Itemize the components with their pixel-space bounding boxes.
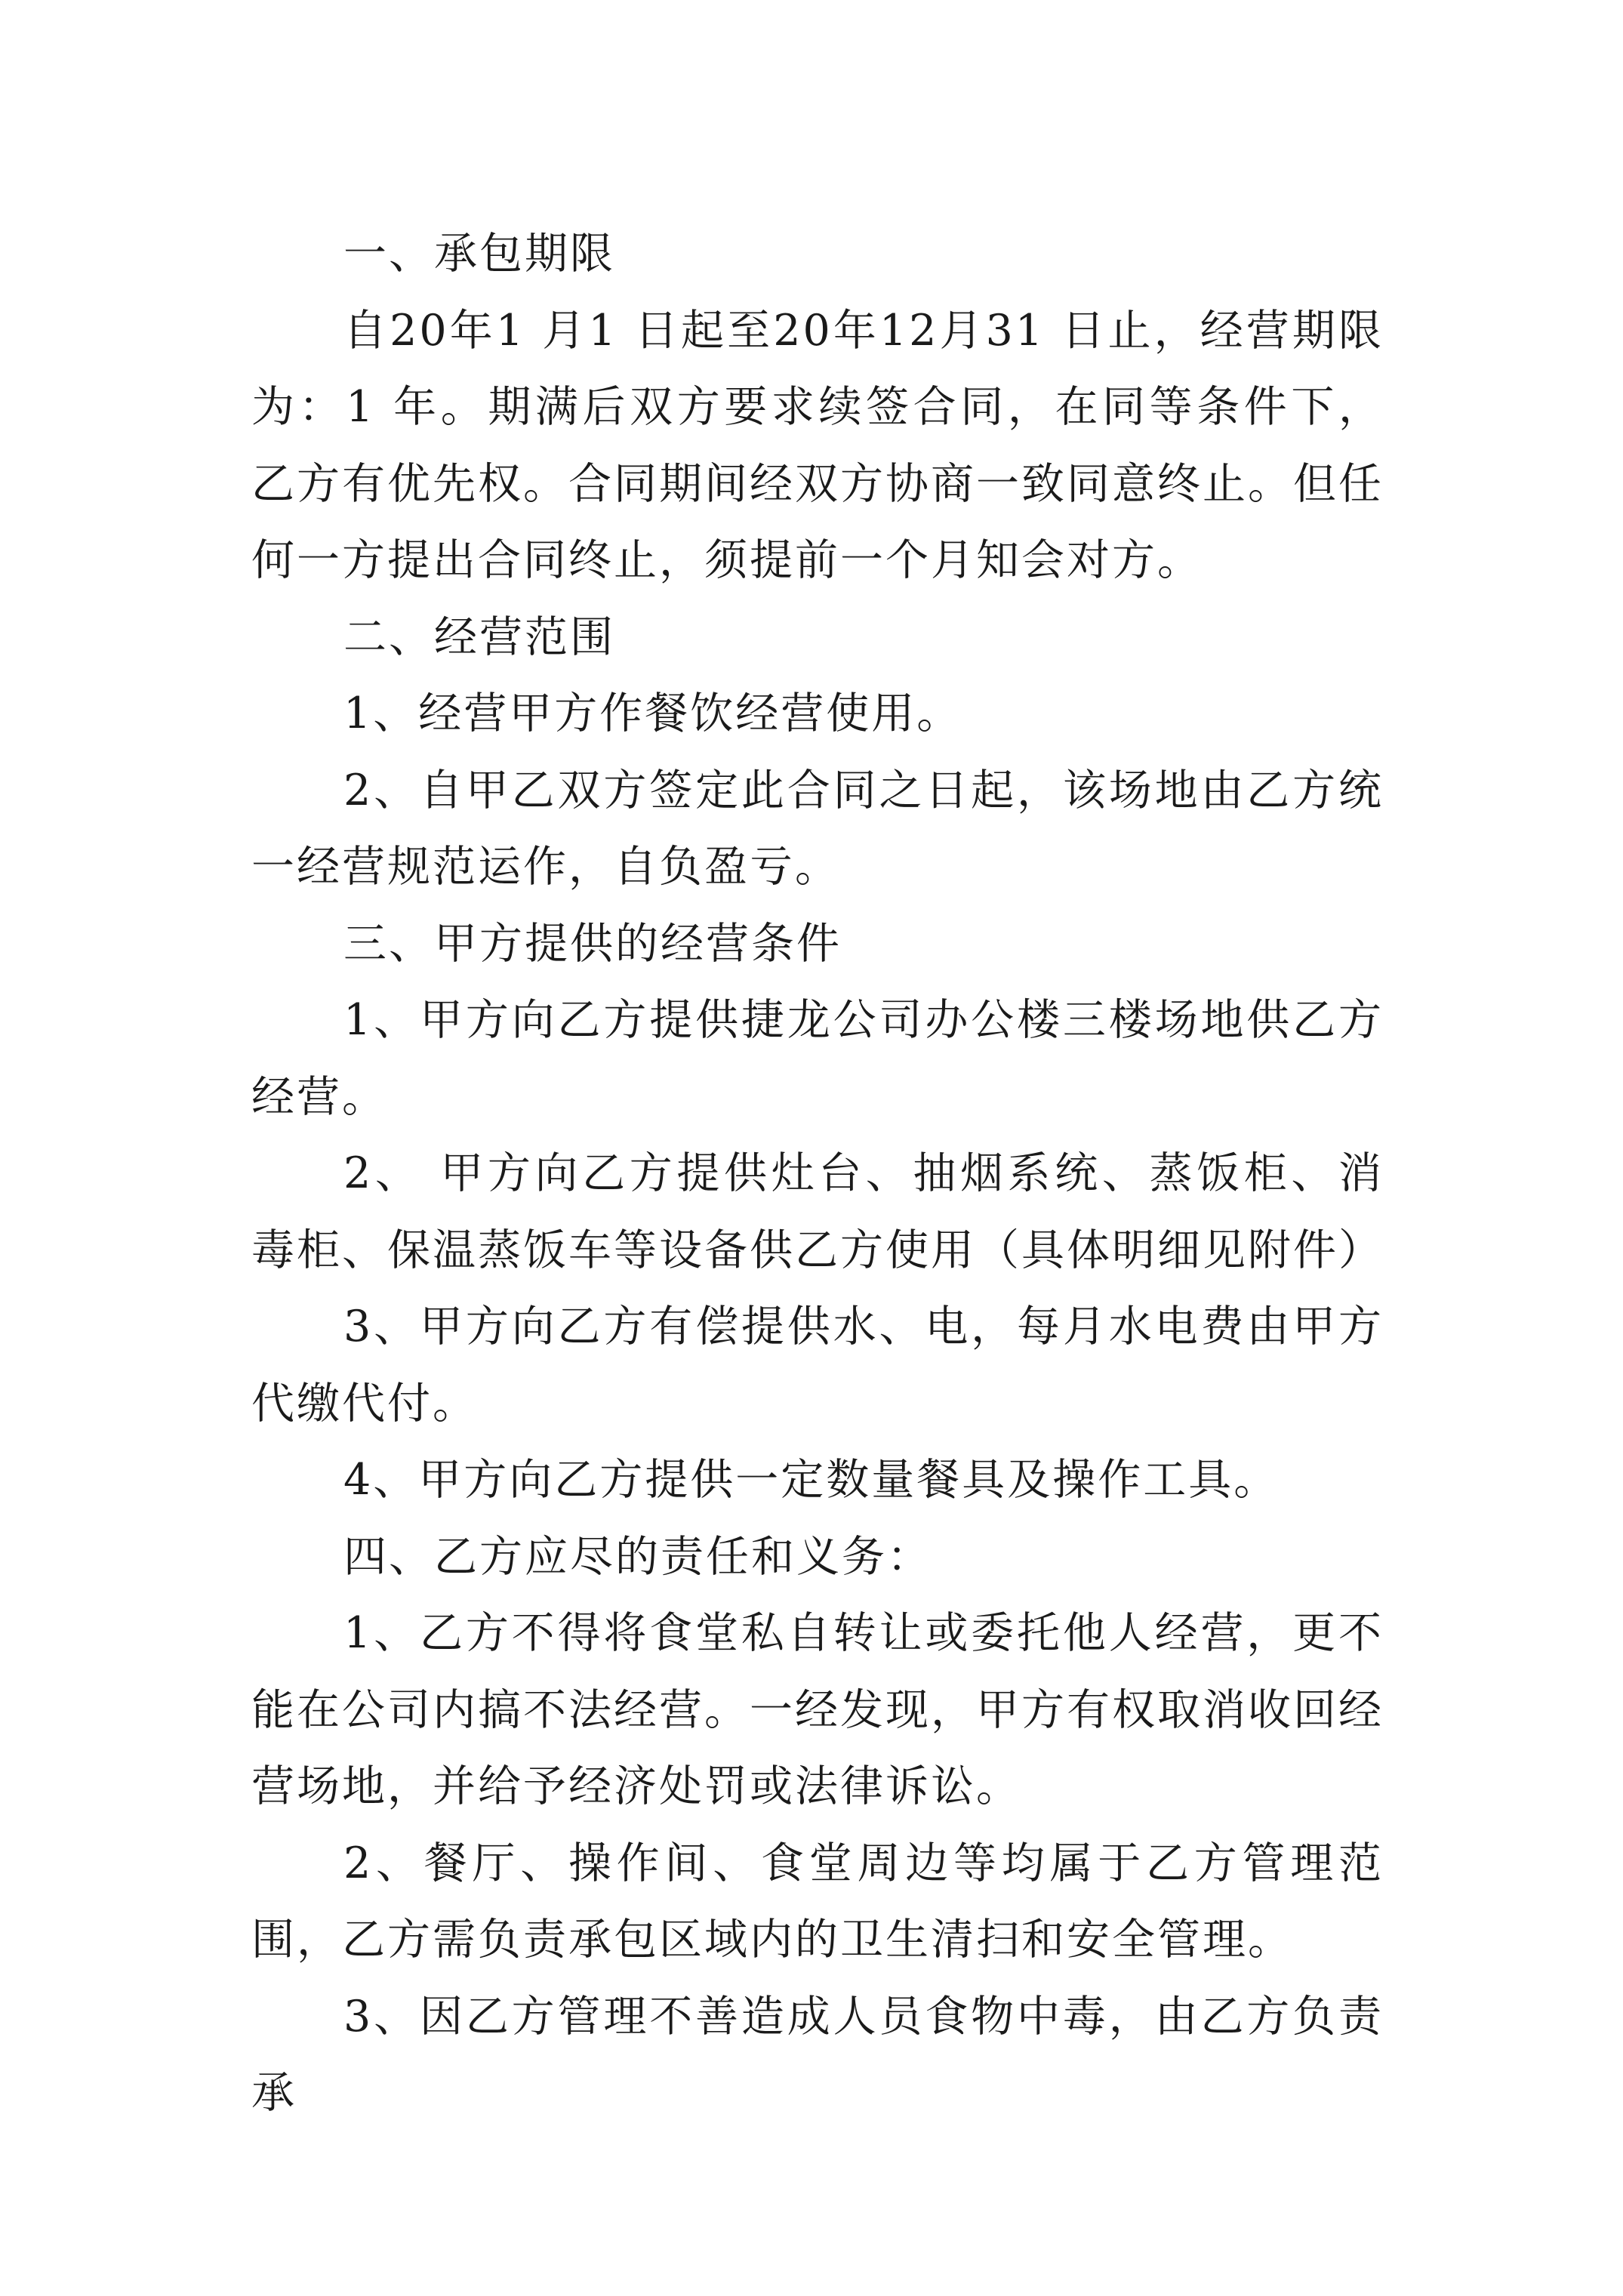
section-heading-obligations: 四、乙方应尽的责任和义务：: [343, 1531, 932, 1582]
paragraph-conditions-2: 2、 甲方向乙方提供灶台、抽烟系统、蒸饭柜、消毒柜、保温蒸饭车等设备供乙方使用（具体明细见附件）: [251, 1148, 1384, 1275]
contract-body: [251, 216, 1384, 2132]
paragraph-conditions-1: 1、甲方向乙方提供捷龙公司办公楼三楼场地供乙方经营。: [251, 995, 1384, 1122]
section-heading-term: 一、承包期限: [343, 229, 615, 279]
paragraph-conditions-3: 3、甲方向乙方有偿提供水、电，每月水电费由甲方代缴代付。: [251, 1302, 1384, 1428]
section-heading-scope: 二、经营范围: [343, 612, 615, 662]
paragraph-obligations-1: 1、乙方不得将食堂私自转让或委托他人经营，更不能在公司内搞不法经营。一经发现，甲方有权取消收回经营场地，并给予经济处罚或法律诉讼。: [251, 1608, 1384, 1811]
paragraph-scope-1: 1、经营甲方作餐饮经营使用。: [343, 689, 962, 738]
paragraph-obligations-2: 2、餐厅、操作间、食堂周边等均属于乙方管理范围，乙方需负责承包区域内的卫生清扫和安全管理。: [251, 1838, 1384, 1965]
paragraph-term-details: 自20年1 月1 日起至20年12月31 日止，经营期限为：1 年。期满后双方要求续签合同，在同等条件下，乙方有优先权。合同期间经双方协商一致同意终止。但任何一方提出合同终止，须提前一个月知会对方。: [251, 305, 1384, 585]
paragraph-conditions-4: 4、甲方向乙方提供一定数量餐具及操作工具。: [343, 1455, 1280, 1505]
section-heading-conditions: 三、甲方提供的经营条件: [343, 918, 842, 969]
paragraph-obligations-3: 3、因乙方管理不善造成人员食物中毒，由乙方负责承: [251, 1991, 1384, 2118]
paragraph-scope-2: 2、自甲乙双方签定此合同之日起，该场地由乙方统一经营规范运作，自负盈亏。: [251, 765, 1384, 892]
